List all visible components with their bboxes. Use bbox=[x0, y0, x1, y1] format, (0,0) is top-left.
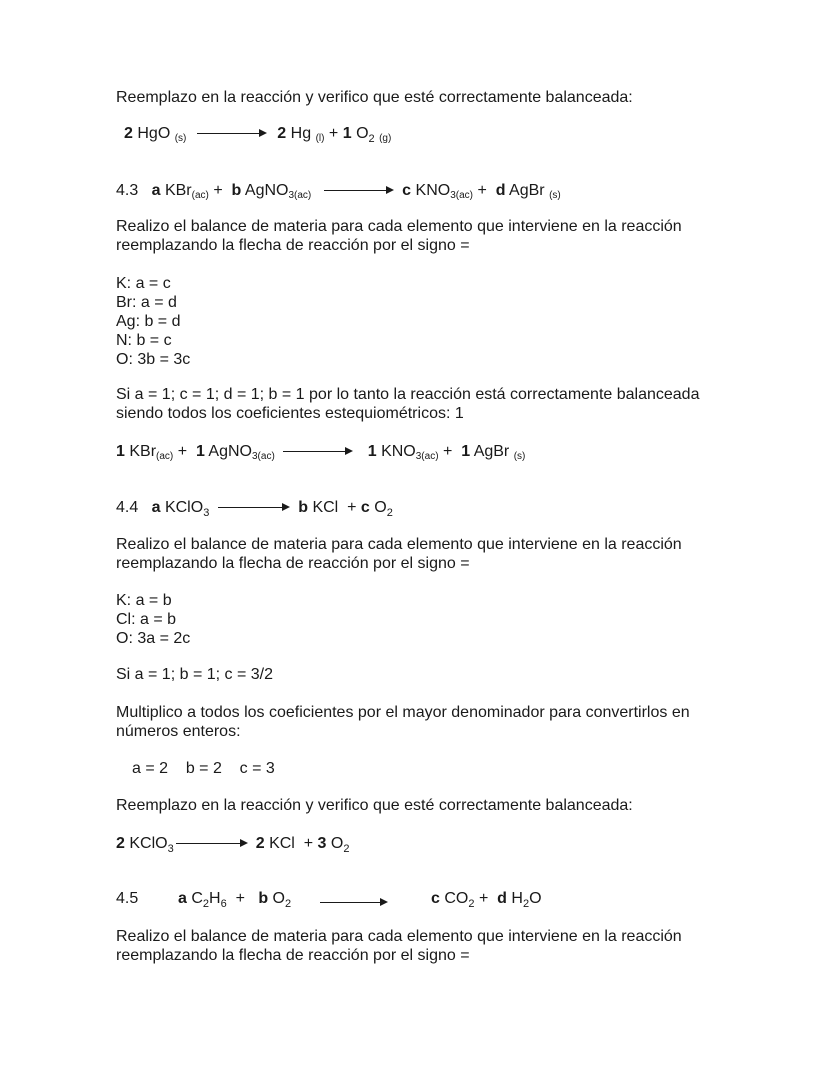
coef: 1 bbox=[195, 443, 205, 460]
balance-o: O: 3a = 2c bbox=[116, 630, 191, 647]
reaction-arrow-icon bbox=[320, 898, 388, 908]
section-number-4-5: 4.5 bbox=[116, 890, 139, 907]
reaction-arrow-icon bbox=[176, 839, 248, 849]
formula: KNO bbox=[415, 182, 451, 199]
state: (ac) bbox=[191, 190, 209, 201]
plus: + bbox=[328, 125, 339, 142]
state: (l) bbox=[315, 133, 325, 144]
state: 3(ac) bbox=[415, 451, 439, 462]
coef: 2 bbox=[124, 125, 133, 142]
state: 3(ac) bbox=[450, 190, 473, 201]
intro-text-4-4-line1: Realizo el balance de materia para cada elemento que interviene en la reacción bbox=[116, 536, 682, 553]
intro-text-4-3-line1: Realizo el balance de materia para cada elemento que interviene en la reacción bbox=[116, 218, 682, 235]
result-4-4: Si a = 1; b = 1; c = 3/2 bbox=[116, 666, 273, 683]
state: (s) bbox=[513, 451, 526, 462]
state: (s) bbox=[174, 133, 187, 144]
intro-text-4-5-line1: Realizo el balance de materia para cada elemento que interviene en la reacción bbox=[116, 928, 682, 945]
formula: O bbox=[272, 890, 285, 907]
formula: Hg bbox=[290, 125, 312, 142]
equation-hgo-balanced bbox=[124, 124, 391, 149]
subscript: 2 bbox=[285, 898, 292, 910]
state: (g) bbox=[379, 133, 392, 144]
coef: d bbox=[495, 182, 506, 199]
formula: AgBr bbox=[509, 182, 545, 199]
multiply-text-line1: Multiplico a todos los coeficientes por el mayor denominador para convertirlos en bbox=[116, 704, 690, 721]
balance-n: N: b = c bbox=[116, 332, 172, 349]
state: 3(ac) bbox=[252, 451, 275, 462]
equation-4-4 bbox=[116, 498, 393, 523]
coef: a bbox=[178, 890, 187, 907]
formula: O bbox=[356, 125, 369, 142]
coef: 3 bbox=[317, 835, 327, 852]
subscript: 2 bbox=[386, 507, 393, 519]
plus: + bbox=[213, 182, 223, 199]
reaction-arrow-icon bbox=[197, 129, 267, 139]
balance-k: K: a = c bbox=[116, 275, 171, 292]
plus: + bbox=[303, 835, 314, 852]
state: (s) bbox=[549, 190, 561, 201]
equation-4-5-products bbox=[431, 889, 542, 914]
subscript: 3 bbox=[203, 507, 210, 519]
formula: O bbox=[529, 890, 542, 907]
plus: + bbox=[478, 890, 489, 907]
plus: + bbox=[177, 443, 188, 460]
balance-cl: Cl: a = b bbox=[116, 611, 177, 628]
subscript: 2 bbox=[368, 133, 375, 145]
reaction-arrow-icon bbox=[218, 503, 290, 513]
state: 3(ac) bbox=[288, 190, 312, 201]
reaction-arrow-icon bbox=[320, 894, 388, 912]
subscript: 3 bbox=[167, 843, 174, 855]
formula: H bbox=[209, 890, 221, 907]
state: (ac) bbox=[156, 451, 174, 462]
formula: O bbox=[330, 835, 344, 852]
coef: b bbox=[298, 499, 308, 516]
coef: 1 bbox=[342, 125, 352, 142]
formula: CO bbox=[444, 890, 469, 907]
formula: O bbox=[374, 499, 387, 516]
formula: KClO bbox=[164, 499, 204, 516]
coef: c bbox=[402, 182, 412, 199]
coef: c bbox=[431, 890, 440, 907]
result-4-3-line2: siendo todos los coeficientes estequiométricos: 1 bbox=[116, 405, 464, 422]
coef: b bbox=[258, 890, 269, 907]
formula: C bbox=[191, 890, 203, 907]
formula: H bbox=[511, 890, 523, 907]
coef: 2 bbox=[255, 835, 265, 852]
balance-ag: Ag: b = d bbox=[116, 313, 181, 330]
formula: KNO bbox=[381, 443, 416, 460]
intro-text-4-3-line2: reemplazando la flecha de reacción por el signo = bbox=[116, 237, 470, 254]
formula: HgO bbox=[137, 125, 171, 142]
plus: + bbox=[477, 182, 487, 199]
coef: a bbox=[151, 499, 161, 516]
balance-br: Br: a = d bbox=[116, 294, 177, 311]
formula: KBr bbox=[129, 443, 157, 460]
section-number: 4.3 bbox=[116, 182, 139, 199]
subscript: 2 bbox=[343, 843, 350, 855]
coef: 1 bbox=[461, 443, 471, 460]
plus: + bbox=[347, 499, 357, 516]
subscript: 2 bbox=[522, 898, 530, 910]
coef: 1 bbox=[367, 443, 377, 460]
formula: AgNO bbox=[208, 443, 252, 460]
equation-4-3-balanced bbox=[116, 442, 525, 466]
multiply-text-line2: números enteros: bbox=[116, 723, 241, 740]
subscript: 2 bbox=[202, 898, 210, 910]
equation-4-5-reactants bbox=[178, 889, 291, 914]
equation-4-4-balanced bbox=[116, 834, 349, 859]
formula: AgBr bbox=[473, 443, 510, 460]
coef: d bbox=[497, 890, 507, 907]
balance-o: O: 3b = 3c bbox=[116, 351, 191, 368]
subscript: 2 bbox=[468, 898, 475, 910]
section-number: 4.4 bbox=[116, 499, 139, 516]
formula: KCl bbox=[269, 835, 295, 852]
coef: c bbox=[360, 499, 370, 516]
equation-4-3 bbox=[116, 181, 561, 205]
intro-text-4-5-line2: reemplazando la flecha de reacción por el signo = bbox=[116, 947, 470, 964]
reemplazo-text-2: Reemplazo en la reacción y verifico que esté correctamente balanceada: bbox=[116, 797, 633, 814]
formula: KBr bbox=[164, 182, 192, 199]
plus: + bbox=[235, 890, 245, 907]
balance-k: K: a = b bbox=[116, 592, 172, 609]
coef: a bbox=[151, 182, 161, 199]
reaction-arrow-icon bbox=[283, 447, 353, 457]
coef: 1 bbox=[116, 443, 125, 460]
formula: KClO bbox=[129, 835, 168, 852]
reemplazo-text-1: Reemplazo en la reacción y verifico que esté correctamente balanceada: bbox=[116, 89, 633, 106]
intro-text-4-4-line2: reemplazando la flecha de reacción por el signo = bbox=[116, 555, 470, 572]
result-4-3-line1: Si a = 1; c = 1; d = 1; b = 1 por lo tanto la reacción está correctamente balanceada bbox=[116, 386, 700, 403]
coef: b bbox=[231, 182, 242, 199]
coef: 2 bbox=[116, 835, 125, 852]
integer-values: a = 2 b = 2 c = 3 bbox=[132, 760, 275, 777]
plus: + bbox=[442, 443, 453, 460]
formula: AgNO bbox=[244, 182, 289, 199]
reaction-arrow-icon bbox=[324, 186, 394, 196]
formula: KCl bbox=[312, 499, 339, 516]
coef: 2 bbox=[277, 125, 287, 142]
subscript: 6 bbox=[220, 898, 227, 910]
